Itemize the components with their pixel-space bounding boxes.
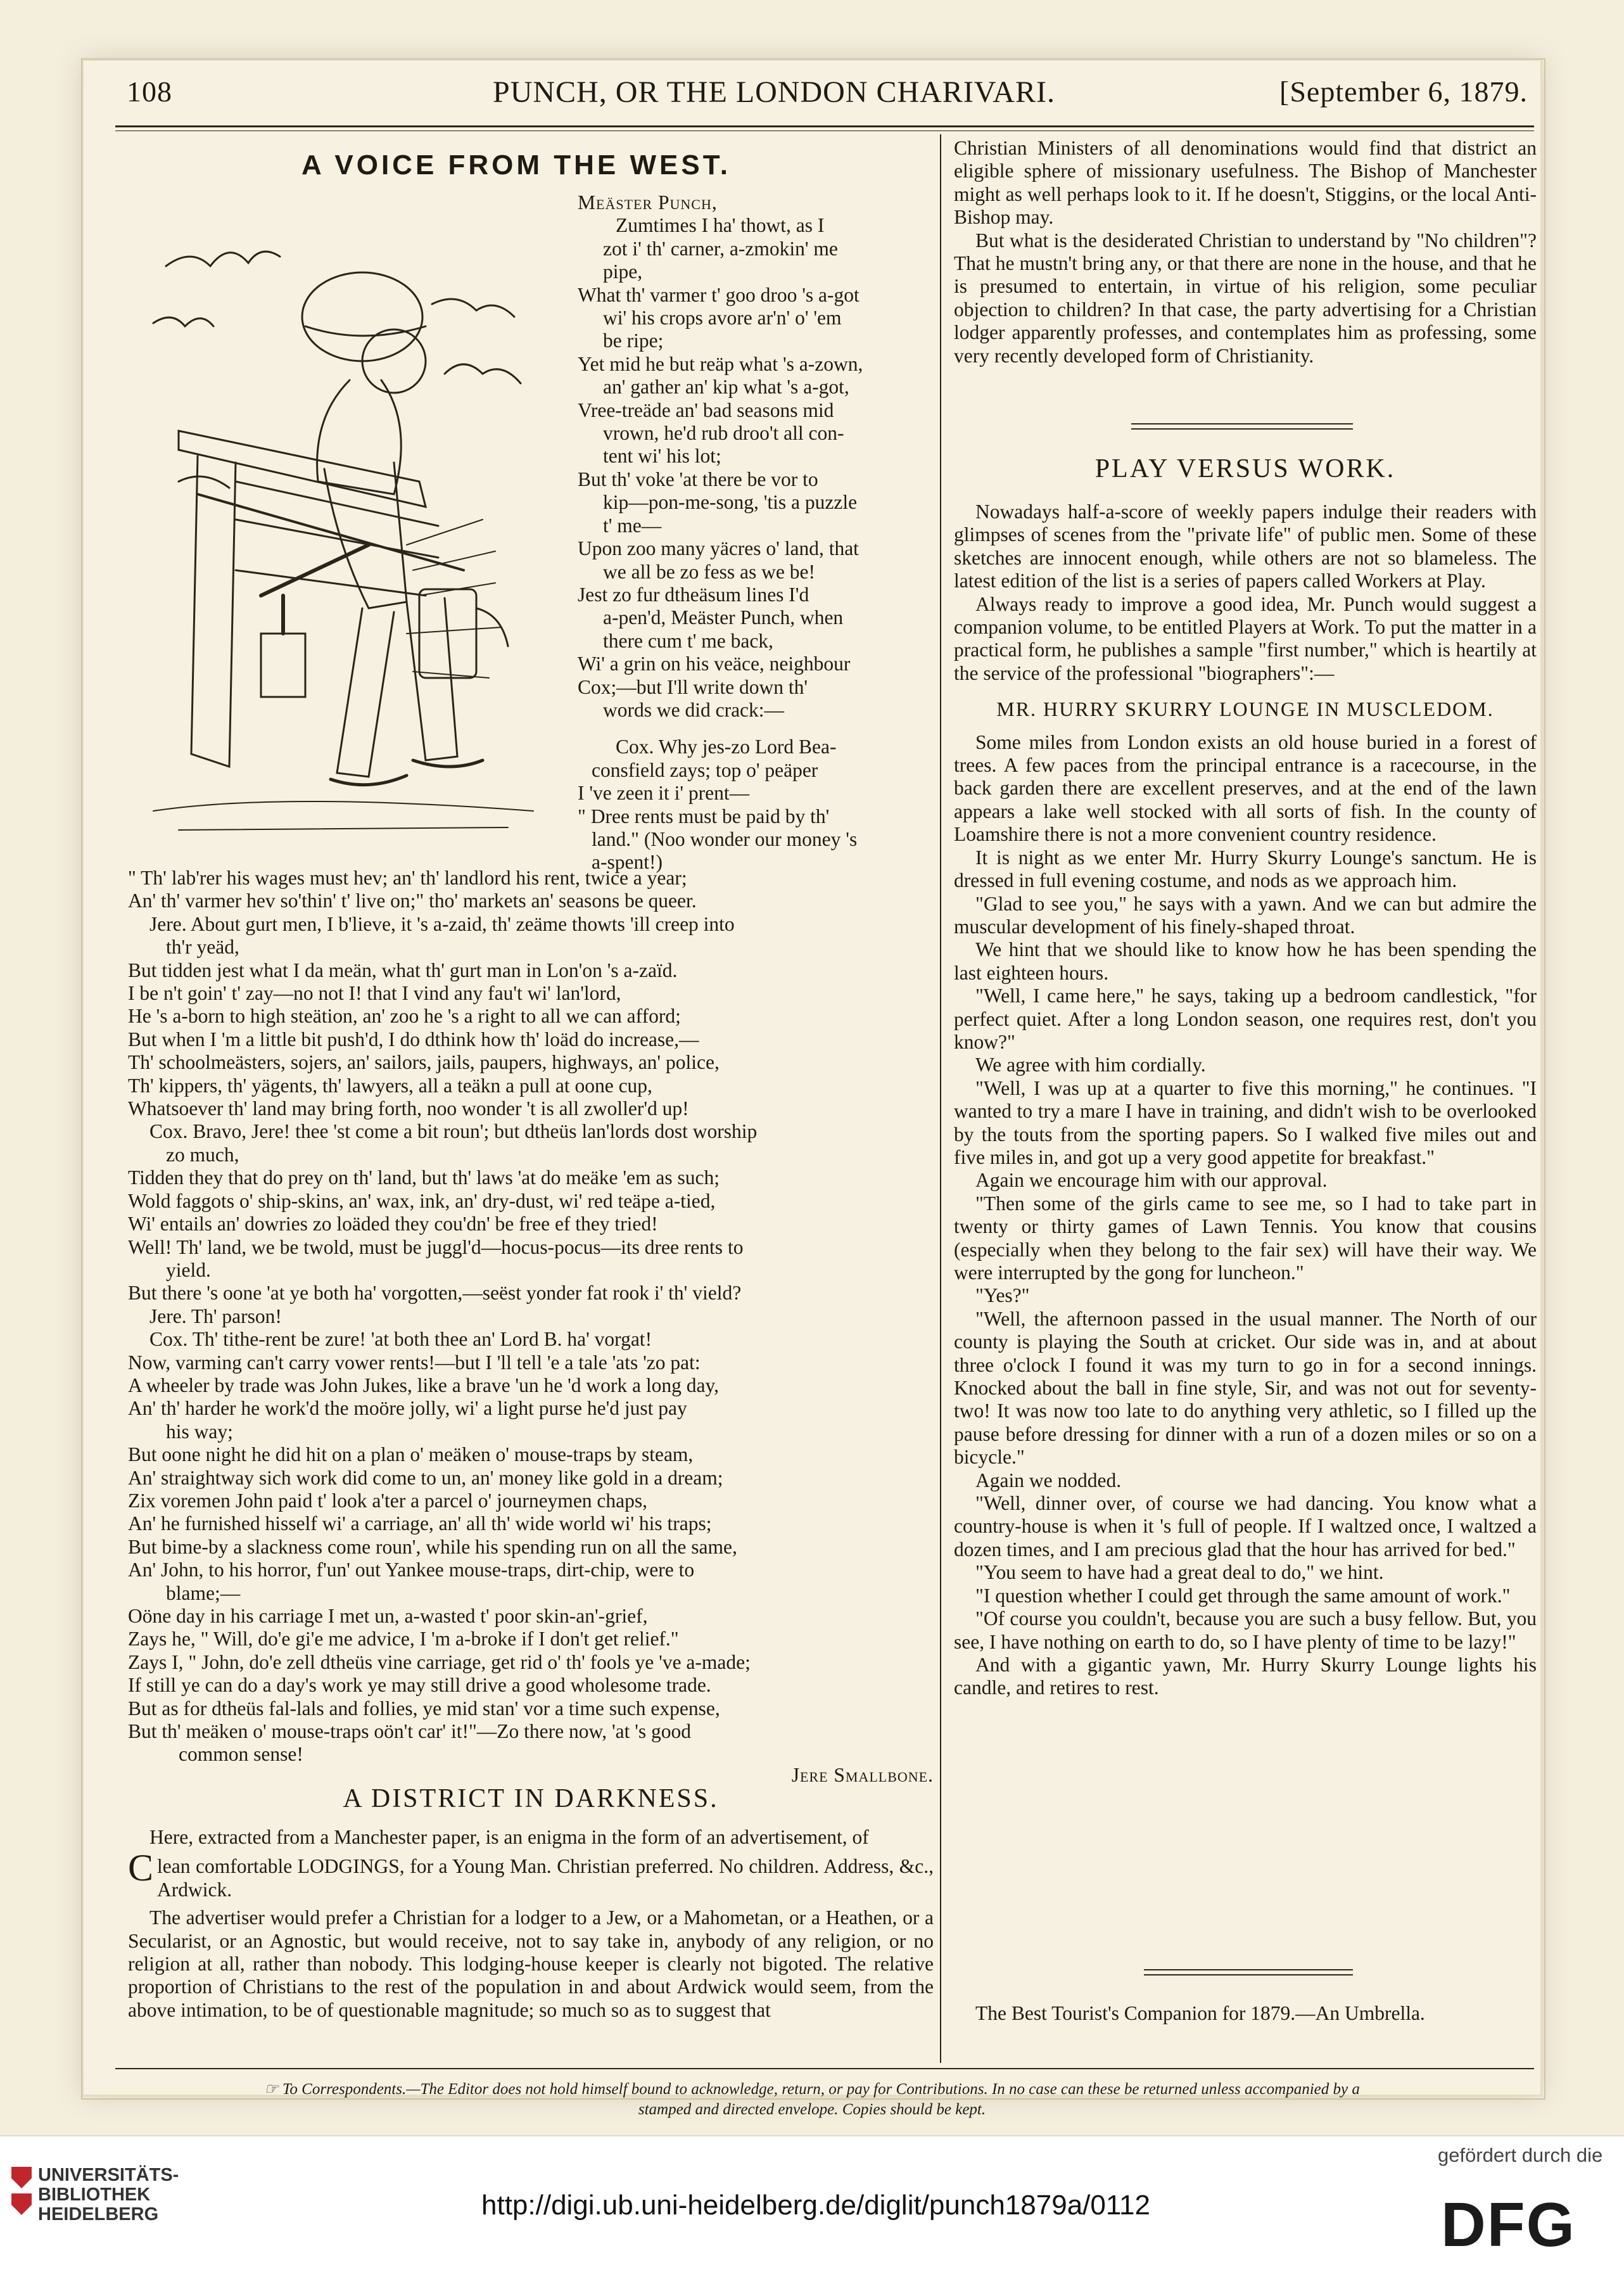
verse-line: An' straightway sich work did come to un, an' money like gold in a dream; bbox=[128, 1466, 723, 1489]
play-paragraph: Some miles from London exists an old house buried in a forest of trees. A few paces from the principal entrance is a racecourse, in the back garden there are excellent preserves, and at the end of the lawn appears a lake well stocked with all sorts of fish. In the county of Loamshire there is not a more convenient country residence. bbox=[954, 731, 1537, 846]
page-title: PUNCH, OR THE LONDON CHARIVARI. bbox=[493, 75, 1055, 109]
verse-line: Well! Th' land, we be twold, must be juggl'd—hocus-pocus—its dree rents to bbox=[128, 1235, 744, 1258]
play-subtitle: MR. HURRY SKURRY LOUNGE IN MUSCLEDOM. bbox=[996, 698, 1494, 721]
verse-line: Now, varming can't carry vower rents!—but I 'll tell 'e a tale 'ats 'zo pat: bbox=[128, 1351, 701, 1374]
play-paragraph: "Of course you couldn't, because you are such a busy fellow. But, you see, I have nothing on earth to do, so I have plenty of time to be lazy!" bbox=[954, 1607, 1537, 1653]
foliage-stroke bbox=[166, 252, 280, 266]
verse-line: an' gather an' kip what 's a-got, bbox=[603, 376, 849, 399]
verse-line: An' th' harder he work'd the moöre jolly, wi' a light purse he'd just pay bbox=[128, 1397, 687, 1420]
play-paragraph: And with a gigantic yawn, Mr. Hurry Skurry Lounge lights his candle, and retires to rest. bbox=[954, 1653, 1537, 1699]
verse-line: " Th' lab'rer his wages must hev; an' th' landlord his rent, twice a year; bbox=[128, 867, 687, 889]
verse-line: Wi' a grin on his veäce, neighbour bbox=[578, 653, 851, 675]
hat-brim bbox=[305, 326, 426, 336]
section-rule-1 bbox=[1131, 423, 1353, 430]
verse-line: words we did crack:— bbox=[603, 698, 785, 721]
verse-line: But th' meäken o' mouse-traps oön't car' it!"—Zo there now, 'at 's good bbox=[128, 1720, 692, 1743]
foliage-stroke bbox=[445, 364, 521, 383]
verse-line: But tidden jest what I da meän, what th' gurt man in Lon'on 's a-zaïd. bbox=[128, 959, 678, 981]
verse-line: But when I 'm a little bit push'd, I do dthink how th' loäd do increase,— bbox=[128, 1028, 699, 1050]
verse-line: be ripe; bbox=[603, 329, 664, 352]
district-advert bbox=[128, 1847, 934, 1901]
voice-signature: Jere Smallbone. bbox=[791, 1763, 934, 1786]
farmer-leg-back bbox=[407, 598, 457, 760]
verse-line: a-spent!) bbox=[592, 851, 663, 874]
grass-lines bbox=[407, 520, 502, 678]
verse-line: An' John, to his horror, f'un' out Yankee mouse-traps, dirt-chip, were to bbox=[128, 1559, 695, 1581]
verse-full-lines bbox=[128, 867, 934, 1766]
verse-line: his way; bbox=[166, 1420, 233, 1443]
verse-line: Cox. Th' tithe-rent be zure! 'at both thee an' Lord B. ha' vorgat! bbox=[149, 1328, 652, 1351]
advert-text: lean comfortable LODGINGS, for a Young Man. Christian preferred. No children. Address, &c., Ardwick. bbox=[157, 1855, 934, 1901]
footer-line-2: stamped and directed envelope. Copies should be kept. bbox=[638, 2101, 986, 2118]
verse-line: Zix voremen John paid t' look a'ter a parcel o' journeymen chaps, bbox=[128, 1489, 648, 1512]
play-paragraph: We hint that we should like to know how he has been spending the last eighteen hours. bbox=[954, 938, 1537, 984]
verse-line: pipe, bbox=[603, 260, 643, 283]
farmer-illustration bbox=[141, 190, 552, 849]
funded-by-label: gefördert durch die bbox=[1438, 2144, 1603, 2166]
dfg-logo: DFG bbox=[1441, 2190, 1576, 2259]
voice-verse-right bbox=[578, 191, 934, 874]
spade-blade bbox=[261, 634, 305, 697]
verse-line: Vree-treäde an' bad seasons mid bbox=[578, 399, 834, 421]
advert-dropcap: C bbox=[128, 1847, 154, 1889]
voice-salutation: Meäster Punch, bbox=[578, 191, 718, 214]
verse-line: But th' voke 'at there be vor to bbox=[578, 468, 818, 490]
verse-line: Cox. Bravo, Jere! thee 'st come a bit roun'; but dtheüs lan'lords dost worship bbox=[149, 1120, 758, 1143]
district-continued-1: Christian Ministers of all denominations would find that district an eligible sphere of missionary usefulness. The Bishop of Manchester might as well perhaps look to it. If he doesn't, Stiggins, or the local Anti-Bishop may. bbox=[954, 137, 1537, 229]
verse-line: Jere. Th' parson! bbox=[149, 1305, 282, 1327]
play-p1: Nowadays half-a-score of weekly papers indulge their readers with glimpses of scenes from the "private life" of public men. Some of these sketches are innocent enough, while others are not so blameless. The latest edition of the list is a series of papers called Workers at Play. bbox=[954, 501, 1537, 592]
ub-logo-icon bbox=[9, 2163, 34, 2226]
cox-right-lines bbox=[578, 736, 934, 874]
play-paragraph: "Yes?" bbox=[975, 1284, 1030, 1307]
ub-logo-text bbox=[38, 2166, 179, 2224]
verse-line: But oone night he did hit on a plan o' meäken o' mouse-traps by steam, bbox=[128, 1443, 694, 1466]
verse-line: Jere. About gurt men, I b'lieve, it 's a-zaid, th' zeäme thowts 'ill creep into bbox=[149, 912, 735, 935]
page-number: 108 bbox=[127, 75, 172, 108]
verse-line: But bime-by a slackness come roun', while his spending run on all the same, bbox=[128, 1535, 737, 1558]
district-title: A DISTRICT IN DARKNESS. bbox=[343, 1784, 719, 1813]
verse-line: Oöne day in his carriage I met un, a-wasted t' poor skin-an'-grief, bbox=[128, 1605, 648, 1627]
verse-line: wi' his crops avore ar'n' o' 'em bbox=[603, 307, 842, 329]
verse-line: Th' kippers, th' yägents, th' lawyers, all a teäkn a pull at oone cup, bbox=[128, 1074, 652, 1097]
district-text bbox=[128, 1826, 934, 2022]
verse-line: He 's a-born to high steätion, an' zoo he 's a right to all we can afford; bbox=[128, 1005, 681, 1028]
verse-right-lines bbox=[578, 214, 934, 722]
verse-line: consfield zays; top o' peäper bbox=[592, 758, 818, 781]
district-continued bbox=[954, 137, 1537, 367]
ground-lines bbox=[153, 801, 533, 830]
verse-line: blame;— bbox=[166, 1581, 241, 1604]
gate-bars bbox=[236, 482, 438, 596]
verse-line: Tidden they that do prey on th' land, but th' laws 'at do meäke 'em as such; bbox=[128, 1166, 720, 1189]
district-intro: Here, extracted from a Manchester paper, is an enigma in the form of an advertisement, of bbox=[149, 1826, 869, 1848]
farmer-hat bbox=[302, 272, 422, 361]
foliage-stroke bbox=[153, 317, 213, 326]
column-divider bbox=[940, 134, 941, 2063]
play-paragraph: "Well, I came here," he says, taking up a bedroom candlestick, "for perfect quiet. After a long London season, one requires rest, don't you know?" bbox=[954, 985, 1537, 1053]
play-paragraph: Again we encourage him with our approval. bbox=[975, 1169, 1328, 1192]
header-rule bbox=[115, 125, 1534, 127]
ub-logo-line: BIBLIOTHEK bbox=[38, 2185, 151, 2205]
verse-line: I be n't goin' t' zay—no not I! that I vind any fau't wi' lan'lord, bbox=[128, 982, 621, 1005]
play-text bbox=[954, 501, 1537, 1700]
verse-line: But there 's oone 'at ye both ha' vorgotten,—seëst yonder fat rook i' th' vield? bbox=[128, 1282, 742, 1305]
play-title: PLAY VERSUS WORK. bbox=[1094, 454, 1396, 483]
verse-line: If still ye can do a day's work ye may still drive a good wholesome trade. bbox=[128, 1674, 711, 1697]
play-paragraph: "Well, the afternoon passed in the usual manner. The North of our county is playing the South at cricket. Our side was in, and at about three o'clock I found it was my turn to go in for a second innings. Knocked about the ball in fine style, Sir, and was not out for seventy-two! It was now too late to do anything very athletic, so I filled up the pause before dressing for dinner with a run of a dozen miles or so on a bicycle." bbox=[954, 1307, 1537, 1469]
farmer-leg-front bbox=[337, 608, 394, 777]
play-paragraph: "Glad to see you," he says with a yawn. And we can but admire the muscular development of his finely-shaped throat. bbox=[954, 892, 1537, 938]
source-url-link[interactable]: http://digi.ub.uni-heidelberg.de/diglit/punch1879a/0112 bbox=[481, 2190, 1150, 2221]
play-p2: Always ready to improve a good idea, Mr. Punch would suggest a companion volume, to be entitled Players at Work. To put the matter in a practical form, he publishes a sample "first number," which is heartily at the service of the professional "biographers":— bbox=[954, 592, 1537, 684]
verse-line: I 've zeen it i' prent— bbox=[578, 782, 750, 805]
verse-line: tent wi' his lot; bbox=[603, 445, 721, 468]
verse-line: Whatsoever th' land may bring forth, noo wonder 't is all zwoller'd up! bbox=[128, 1097, 689, 1120]
voice-verse-full bbox=[128, 867, 934, 1787]
farmer-coat bbox=[317, 380, 402, 494]
tourist-note bbox=[954, 2002, 1537, 2025]
verse-line: zo much, bbox=[166, 1143, 239, 1166]
farmer-boots bbox=[331, 760, 483, 785]
play-paragraph: "Well, dinner over, of course we had dancing. You know what a country-house is when it 's full of people. If I waltzed once, I waltzed a dozen times, and I am precious glad that the hour has arrived for bed." bbox=[954, 1492, 1537, 1560]
verse-line: vrown, he'd rub droo't all con- bbox=[603, 422, 844, 445]
verse-line: Th' schoolmeästers, sojers, an' sailors, jails, paupers, highways, an' police, bbox=[128, 1051, 720, 1074]
verse-line: Jest zo fur dtheäsum lines I'd bbox=[578, 583, 809, 606]
library-strip-rule bbox=[0, 2135, 1624, 2136]
verse-line: Yet mid he but reäp what 's a-zown, bbox=[578, 352, 863, 375]
play-paragraph: "You seem to have had a great deal to do," we hint. bbox=[975, 1561, 1384, 1584]
voice-title: A VOICE FROM THE WEST. bbox=[301, 150, 731, 181]
play-paragraphs bbox=[954, 731, 1537, 1700]
footer-line-1: ☞ To Correspondents.—The Editor does not hold himself bound to acknowledge, return, or pay for Contributions. In no case can these be returned unless accompanied by a bbox=[264, 2081, 1360, 2098]
verse-line: zot i' th' carner, a-zmokin' me bbox=[603, 237, 838, 260]
play-paragraph: We agree with him cordially. bbox=[975, 1054, 1206, 1076]
play-paragraph: "Then some of the girls came to see me, so I had to take part in twenty or thirty games of Lawn Tennis. You know that cousins (especially when they belong to the fair sex) will have their way. We were interrupted by the gong for luncheon." bbox=[954, 1192, 1537, 1284]
tourist-text: The Best Tourist's Companion for 1879.—An Umbrella. bbox=[975, 2002, 1425, 2024]
verse-line: A wheeler by trade was John Jukes, like a brave 'un he 'd work a long day, bbox=[128, 1374, 720, 1396]
verse-line: we all be zo fess as we be! bbox=[603, 560, 815, 583]
verse-line: Cox;—but I'll write down th' bbox=[578, 675, 808, 698]
play-paragraph: Again we nodded. bbox=[975, 1469, 1122, 1491]
verse-line: Zumtimes I ha' thowt, as I bbox=[616, 214, 825, 237]
verse-line: What th' varmer t' goo droo 's a-got bbox=[578, 283, 860, 306]
verse-line: land." (Noo wonder our money 's bbox=[592, 827, 858, 850]
verse-line: t' me— bbox=[603, 514, 662, 537]
verse-line: An' th' varmer hev so'thin' t' live on;" tho' markets an' seasons be queer. bbox=[128, 890, 697, 912]
ub-logo-line: HEIDELBERG bbox=[38, 2204, 159, 2224]
page-date: [September 6, 1879. bbox=[1279, 75, 1528, 108]
verse-line: common sense! bbox=[179, 1743, 303, 1766]
play-paragraph: It is night as we enter Mr. Hurry Skurry Lounge's sanctum. He is dressed in full evening costume, and nods as we approach him. bbox=[954, 846, 1537, 892]
play-paragraph: "I question whether I could get through the same amount of work." bbox=[975, 1584, 1511, 1607]
verse-line: yield. bbox=[166, 1258, 211, 1281]
verse-line: a-pen'd, Meäster Punch, when bbox=[603, 606, 844, 629]
foliage-stroke bbox=[179, 476, 229, 488]
verse-line: Cox. Why jes-zo Lord Bea- bbox=[616, 736, 837, 758]
verse-line: kip—pon-me-song, 'tis a puzzle bbox=[603, 491, 858, 514]
district-continued-2: But what is the desiderated Christian to understand by "No children"? That he mustn't bring any, or that there are none in the house, and that he is presumed to entertain, in virtue of his religion, some peculiar objection to children? In that case, the party advertising for a Christian lodger apparently professes, and contemplates him as professing, some very recently developed form of Christianity. bbox=[954, 229, 1537, 367]
ub-logo-line: UNIVERSITÄTS- bbox=[38, 2165, 179, 2185]
play-paragraph: "Well, I was up at a quarter to five this morning," he continues. "I wanted to try a mare I have in training, and didn't wish to be overlooked by the touts from the sporting papers. So I walked five miles out and five miles in, and got up a very good appetite for breakfast." bbox=[954, 1076, 1537, 1168]
verse-line: there cum t' me back, bbox=[603, 629, 773, 652]
verse-line: Zays I, " John, do'e zell dtheüs vine carriage, get rid o' th' fools ye 've a-made; bbox=[128, 1650, 751, 1673]
district-body: The advertiser would prefer a Christian for a lodger to a Jew, or a Mahometan, or a Heathen, or a Secularist, or an Agnostic, but would receive, not to say take in, anybody of any religion, or no religion at all, rather than nobody. This lodging-house keeper is clearly not bigoted. The relative proportion of Christians to the rest of the population in and about Ardwick would seem, from the above intimation, to be of questionable magnitude; so much so as to suggest that bbox=[128, 1906, 934, 2021]
verse-line: Wi' entails an' dowries zo loäded they cou'dn' be free ef they tried! bbox=[128, 1213, 658, 1235]
verse-line: Upon zoo many yäcres o' land, that bbox=[578, 537, 859, 560]
verse-line: But as for dtheüs fal-lals and follies, ye mid stan' vor a time such expense, bbox=[128, 1697, 720, 1720]
footer-rule bbox=[115, 2068, 1534, 2069]
verse-line: th'r yeäd, bbox=[166, 936, 239, 959]
section-rule-2 bbox=[1144, 1969, 1353, 1975]
verse-line: Wold faggots o' ship-skins, an' wax, ink, an' dry-dust, wi' red teäpe a-tied, bbox=[128, 1189, 716, 1212]
verse-line: Zays he, " Will, do'e gi'e me advice, I 'm a-broke if I don't get relief." bbox=[128, 1628, 679, 1650]
verse-line: An' he furnished hisself wi' a carriage, an' all th' wide world wi' his traps; bbox=[128, 1512, 712, 1535]
foliage-stroke bbox=[432, 299, 514, 317]
verse-line: " Dree rents must be paid by th' bbox=[578, 805, 830, 827]
